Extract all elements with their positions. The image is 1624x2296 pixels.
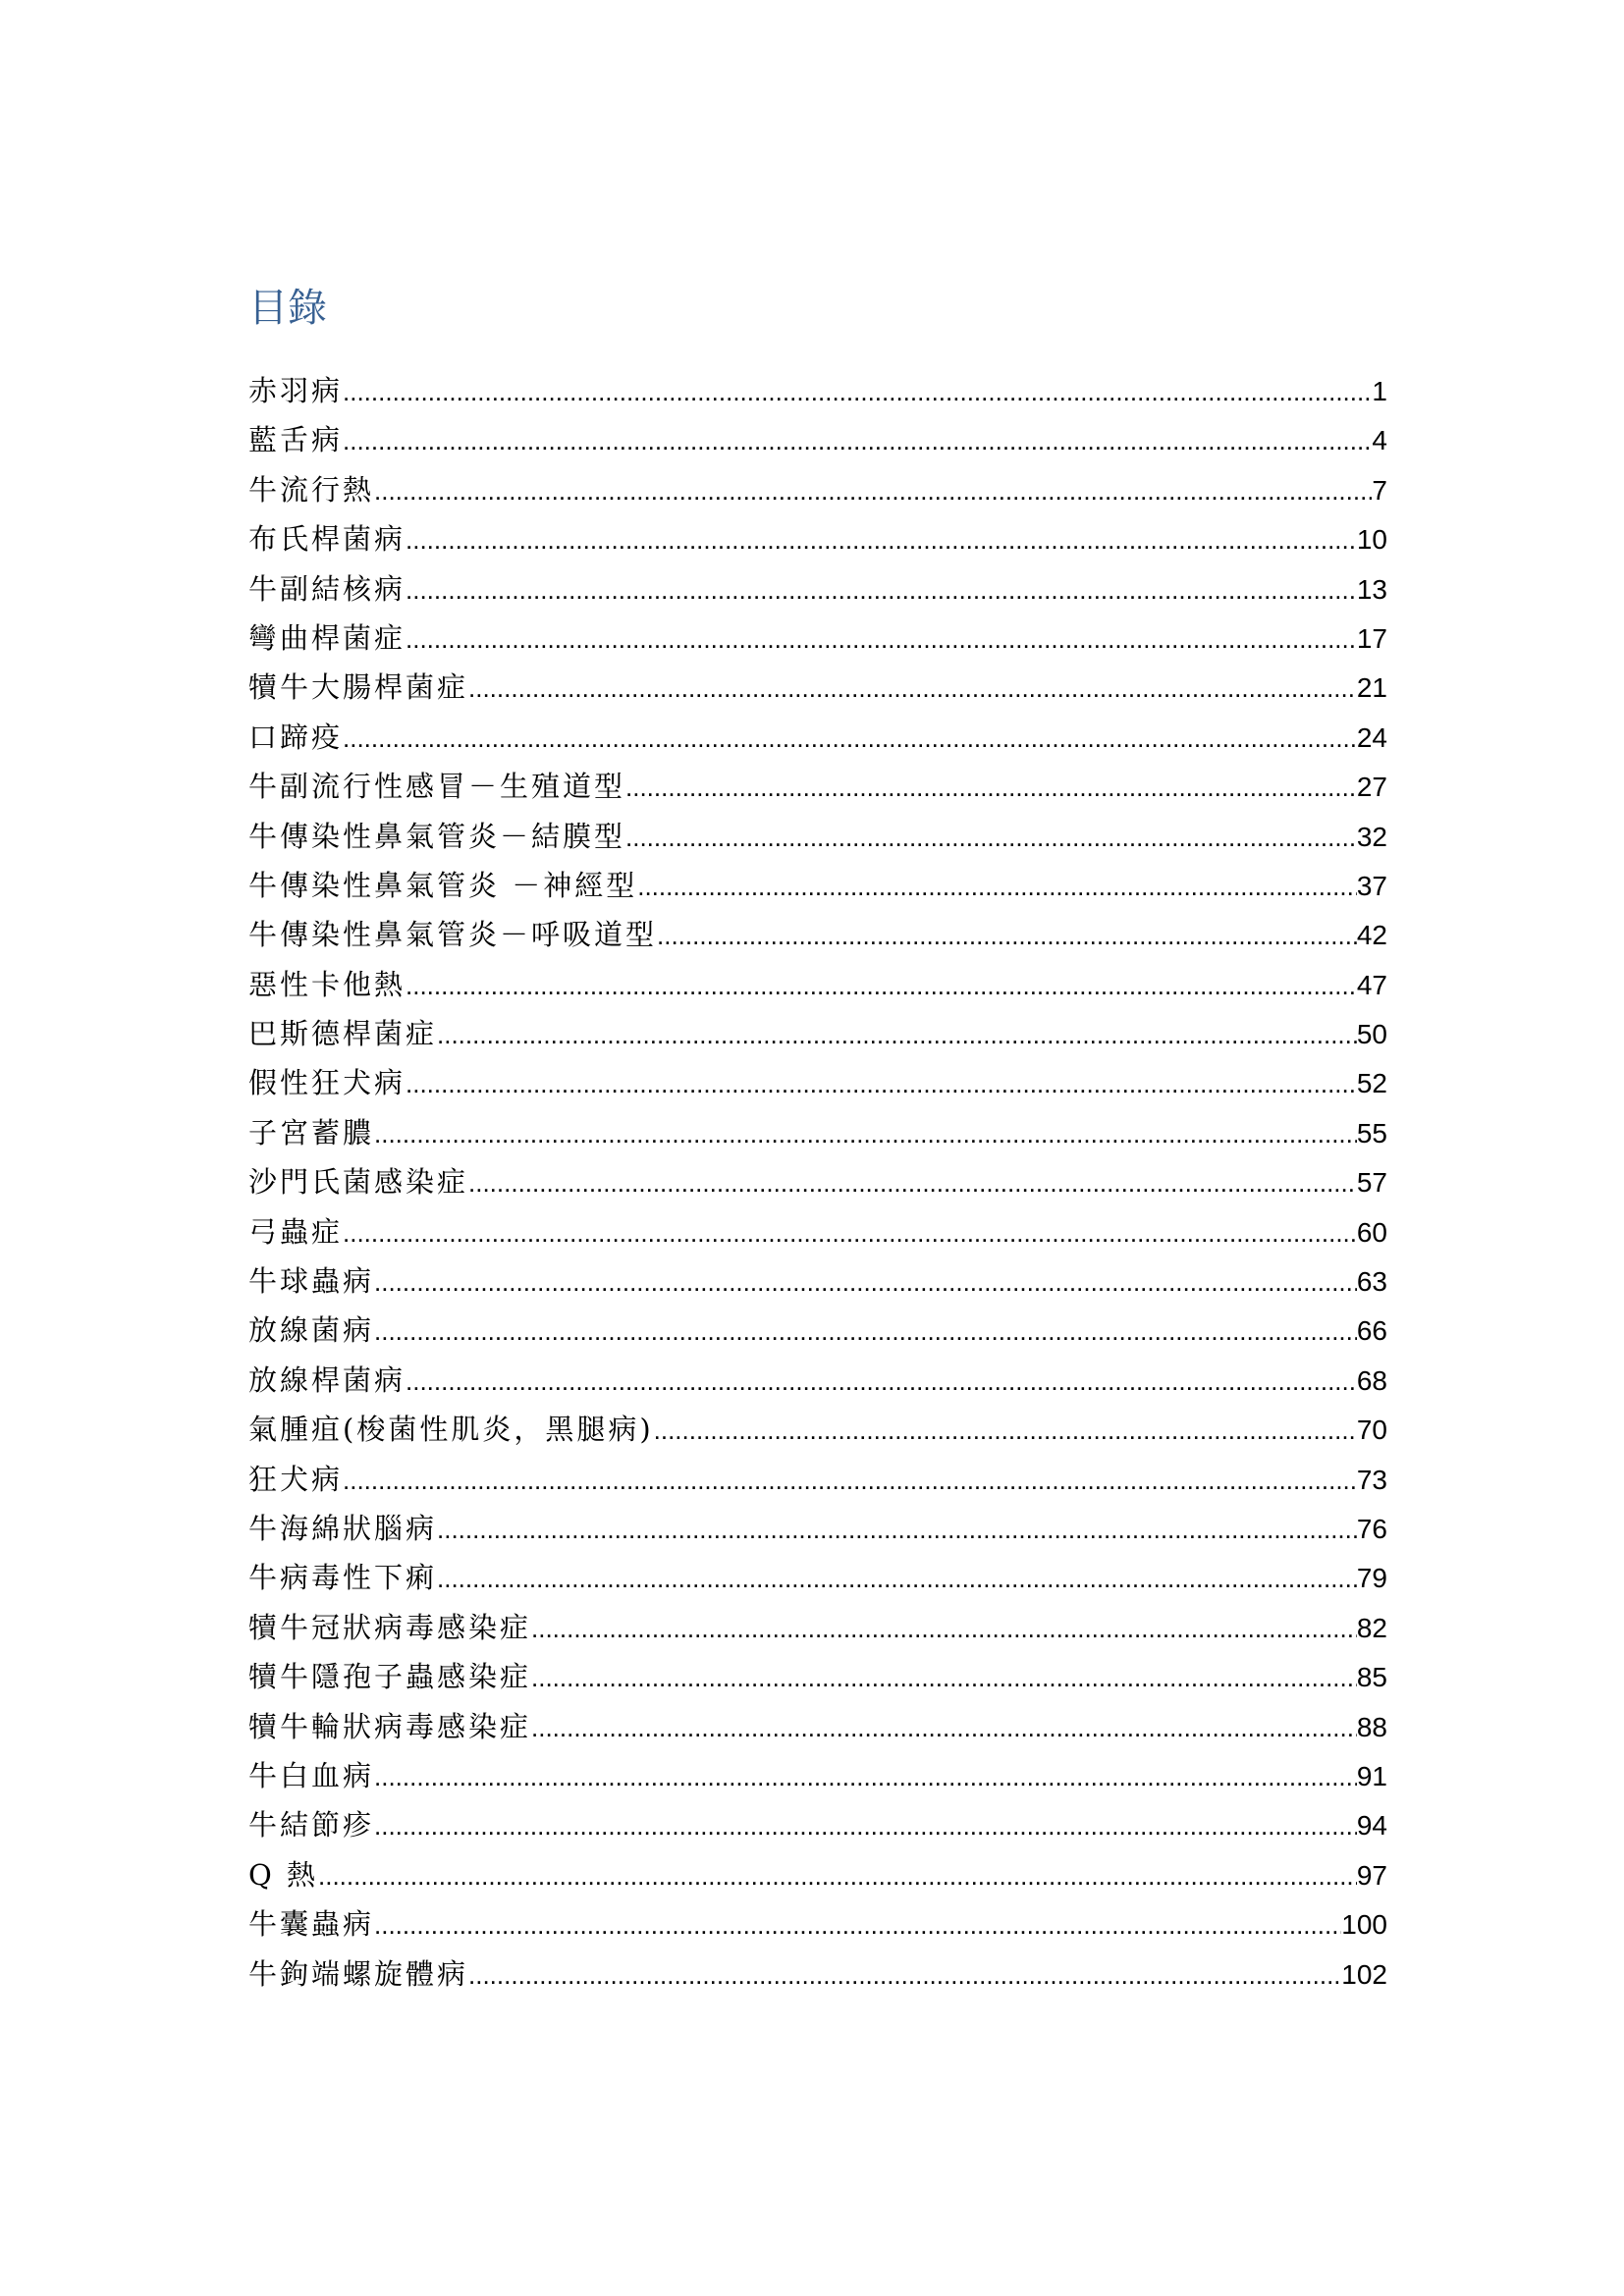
- toc-entry[interactable]: [248, 1751, 1387, 1800]
- toc-dot-leader: [406, 515, 1357, 564]
- toc-entry[interactable]: [248, 861, 1387, 910]
- toc-entry-page-number[interactable]: 21: [1356, 672, 1387, 704]
- toc-entry-page-number[interactable]: 88: [1356, 1711, 1387, 1742]
- toc-entry-page-number[interactable]: 73: [1356, 1464, 1387, 1495]
- toc-entry-title[interactable]: 巴斯德桿菌症: [248, 1017, 438, 1051]
- toc-entry-title[interactable]: 弓蟲症: [248, 1214, 344, 1249]
- toc-dot-leader: [406, 961, 1357, 1010]
- toc-entry-title[interactable]: 牛海綿狀腦病: [248, 1511, 438, 1545]
- toc-entry-page-number[interactable]: 13: [1356, 573, 1387, 605]
- toc-entry-page-number[interactable]: 10: [1356, 524, 1387, 556]
- toc-entry[interactable]: [248, 713, 1387, 762]
- toc-entry[interactable]: [248, 1058, 1387, 1107]
- toc-dot-leader: [531, 1604, 1357, 1653]
- toc-entry-title[interactable]: 牛鉤端螺旋體病: [248, 1956, 469, 1991]
- toc-entry-title[interactable]: 放線菌病: [248, 1313, 375, 1348]
- toc-entry-title[interactable]: 假性狂犬病: [248, 1066, 406, 1100]
- toc-entry-page-number[interactable]: 66: [1356, 1315, 1387, 1347]
- toc-entry[interactable]: [248, 910, 1387, 959]
- toc-entry-page-number[interactable]: 17: [1356, 622, 1387, 654]
- toc-entry[interactable]: [248, 812, 1387, 861]
- toc-entry-title[interactable]: 牛白血病: [248, 1758, 375, 1792]
- toc-entry-title[interactable]: 狂犬病: [248, 1462, 344, 1496]
- toc-entry[interactable]: [248, 614, 1387, 663]
- toc-entry-title[interactable]: 口蹄疫: [248, 720, 344, 754]
- toc-entry[interactable]: [248, 366, 1387, 415]
- toc-dot-leader: [468, 664, 1357, 713]
- toc-entry-page-number[interactable]: 102: [1341, 1958, 1387, 1990]
- toc-dot-leader: [437, 1505, 1357, 1554]
- toc-list: [248, 366, 1387, 1999]
- toc-dot-leader: [468, 1950, 1341, 2000]
- toc-entry[interactable]: [248, 1850, 1387, 1899]
- toc-dot-leader: [468, 1158, 1357, 1207]
- toc-entry-page-number[interactable]: 50: [1356, 1019, 1387, 1050]
- toc-entry-title[interactable]: 沙門氏菌感染症: [248, 1165, 469, 1200]
- toc-entry-page-number[interactable]: 63: [1356, 1266, 1387, 1298]
- toc-entry-title[interactable]: 牛結節疹: [248, 1808, 375, 1842]
- toc-entry-title[interactable]: 牛球蟲病: [248, 1264, 375, 1299]
- toc-entry-page-number[interactable]: 4: [1372, 425, 1387, 456]
- toc-entry-page-number[interactable]: 97: [1356, 1859, 1387, 1891]
- toc-entry-title[interactable]: 藍舌病: [248, 423, 344, 457]
- toc-dot-leader: [343, 1456, 1357, 1505]
- toc-entry-title[interactable]: 彎曲桿菌症: [248, 620, 406, 655]
- toc-entry-page-number[interactable]: 32: [1356, 821, 1387, 852]
- toc-dot-leader: [657, 911, 1357, 960]
- toc-entry-title[interactable]: 犢牛冠狀病毒感染症: [248, 1610, 532, 1644]
- toc-dot-leader: [374, 1900, 1341, 1949]
- toc-entry-title[interactable]: 牛副結核病: [248, 571, 406, 606]
- toc-dot-leader: [625, 813, 1357, 862]
- toc-entry[interactable]: [248, 1899, 1387, 1949]
- toc-entry[interactable]: [248, 1157, 1387, 1206]
- toc-entry-page-number[interactable]: 91: [1356, 1760, 1387, 1791]
- toc-entry-page-number[interactable]: 57: [1356, 1167, 1387, 1199]
- toc-entry-title[interactable]: 布氏桿菌病: [248, 522, 406, 557]
- toc-dot-leader: [343, 367, 1372, 416]
- toc-entry[interactable]: [248, 1949, 1387, 1999]
- toc-entry[interactable]: [248, 1009, 1387, 1058]
- toc-entry-title[interactable]: 惡性卡他熱: [248, 967, 406, 1001]
- toc-entry[interactable]: [248, 415, 1387, 464]
- toc-entry-title[interactable]: 犢牛隱孢子蟲感染症: [248, 1660, 532, 1694]
- toc-entry-page-number[interactable]: 37: [1356, 870, 1387, 901]
- toc-entry-page-number[interactable]: 52: [1356, 1068, 1387, 1099]
- toc-entry[interactable]: [248, 1405, 1387, 1454]
- toc-entry[interactable]: [248, 1108, 1387, 1157]
- toc-entry[interactable]: [248, 1306, 1387, 1355]
- toc-entry[interactable]: [248, 960, 1387, 1009]
- toc-entry-title[interactable]: 赤羽病: [248, 374, 344, 407]
- toc-entry-title[interactable]: 牛囊蟲病: [248, 1907, 375, 1942]
- toc-entry[interactable]: [248, 1553, 1387, 1602]
- toc-entry-title[interactable]: 牛傳染性鼻氣管炎－結膜型: [248, 819, 626, 853]
- toc-entry-title[interactable]: 牛傳染性鼻氣管炎 －神經型: [248, 868, 638, 902]
- toc-entry[interactable]: [248, 514, 1387, 563]
- toc-entry[interactable]: [248, 564, 1387, 614]
- toc-entry[interactable]: [248, 663, 1387, 712]
- toc-entry-page-number[interactable]: 94: [1356, 1810, 1387, 1842]
- toc-entry-title[interactable]: 牛傳染性鼻氣管炎－呼吸道型: [248, 918, 658, 952]
- toc-entry[interactable]: [248, 465, 1387, 514]
- toc-dot-leader: [343, 1208, 1357, 1257]
- toc-dot-leader: [406, 1357, 1357, 1406]
- toc-dot-leader: [374, 1801, 1357, 1850]
- toc-dot-leader: [374, 1257, 1357, 1307]
- toc-entry-page-number[interactable]: 79: [1356, 1563, 1387, 1594]
- toc-entry-title[interactable]: 放線桿菌病: [248, 1362, 406, 1397]
- toc-entry-page-number[interactable]: 70: [1356, 1415, 1387, 1446]
- toc-entry-page-number[interactable]: 76: [1356, 1513, 1387, 1544]
- toc-entry[interactable]: [248, 1800, 1387, 1849]
- toc-entry-page-number[interactable]: 68: [1356, 1364, 1387, 1396]
- toc-dot-leader: [374, 1307, 1357, 1356]
- toc-entry-title[interactable]: 牛副流行性感冒－生殖道型: [248, 770, 626, 804]
- toc-entry-page-number[interactable]: 60: [1356, 1216, 1387, 1248]
- toc-dot-leader: [531, 1703, 1357, 1752]
- toc-entry-page-number[interactable]: 82: [1356, 1612, 1387, 1643]
- toc-dot-leader: [654, 1406, 1357, 1455]
- toc-dot-leader: [374, 1109, 1357, 1158]
- toc-entry-title[interactable]: Q 熱: [248, 1857, 318, 1892]
- toc-entry[interactable]: [248, 1455, 1387, 1504]
- toc-entry-page-number[interactable]: 1: [1372, 376, 1387, 406]
- toc-entry[interactable]: [248, 1702, 1387, 1751]
- toc-dot-leader: [318, 1851, 1357, 1900]
- toc-dot-leader: [374, 1752, 1357, 1801]
- toc-dot-leader: [437, 1554, 1357, 1603]
- toc-dot-leader: [406, 1059, 1357, 1108]
- toc-entry-page-number[interactable]: 100: [1341, 1909, 1387, 1941]
- toc-entry[interactable]: [248, 762, 1387, 811]
- toc-entry-page-number[interactable]: 55: [1356, 1117, 1387, 1148]
- toc-dot-leader: [625, 763, 1357, 812]
- toc-entry[interactable]: [248, 1504, 1387, 1553]
- toc-entry[interactable]: [248, 1652, 1387, 1701]
- toc-entry-title[interactable]: 牛流行熱: [248, 472, 375, 507]
- toc-entry-title[interactable]: 氣腫疽(梭菌性肌炎，黑腿病): [248, 1413, 654, 1447]
- toc-dot-leader: [406, 565, 1357, 614]
- toc-entry[interactable]: [248, 1256, 1387, 1306]
- toc-entry-page-number[interactable]: 27: [1356, 772, 1387, 803]
- toc-entry-title[interactable]: 犢牛大腸桿菌症: [248, 670, 469, 705]
- toc-entry-title[interactable]: 犢牛輪狀病毒感染症: [248, 1709, 532, 1743]
- toc-dot-leader: [531, 1653, 1357, 1702]
- toc-entry-page-number[interactable]: 24: [1356, 721, 1387, 753]
- toc-dot-leader: [374, 466, 1372, 515]
- toc-dot-leader: [343, 416, 1372, 465]
- toc-entry-page-number[interactable]: 7: [1372, 474, 1387, 506]
- toc-dot-leader: [406, 614, 1357, 664]
- toc-entry-title[interactable]: 牛病毒性下痢: [248, 1561, 438, 1595]
- toc-heading: 目錄: [248, 286, 327, 331]
- toc-entry-page-number[interactable]: 42: [1356, 920, 1387, 951]
- toc-entry[interactable]: [248, 1207, 1387, 1256]
- toc-dot-leader: [437, 1010, 1357, 1059]
- toc-entry[interactable]: [248, 1356, 1387, 1405]
- toc-dot-leader: [343, 714, 1357, 763]
- toc-entry-title[interactable]: 子宮蓄膿: [248, 1115, 375, 1149]
- toc-entry-page-number[interactable]: 85: [1356, 1662, 1387, 1693]
- toc-entry-page-number[interactable]: 47: [1356, 969, 1387, 1000]
- toc-entry[interactable]: [248, 1603, 1387, 1652]
- toc-dot-leader: [637, 862, 1357, 911]
